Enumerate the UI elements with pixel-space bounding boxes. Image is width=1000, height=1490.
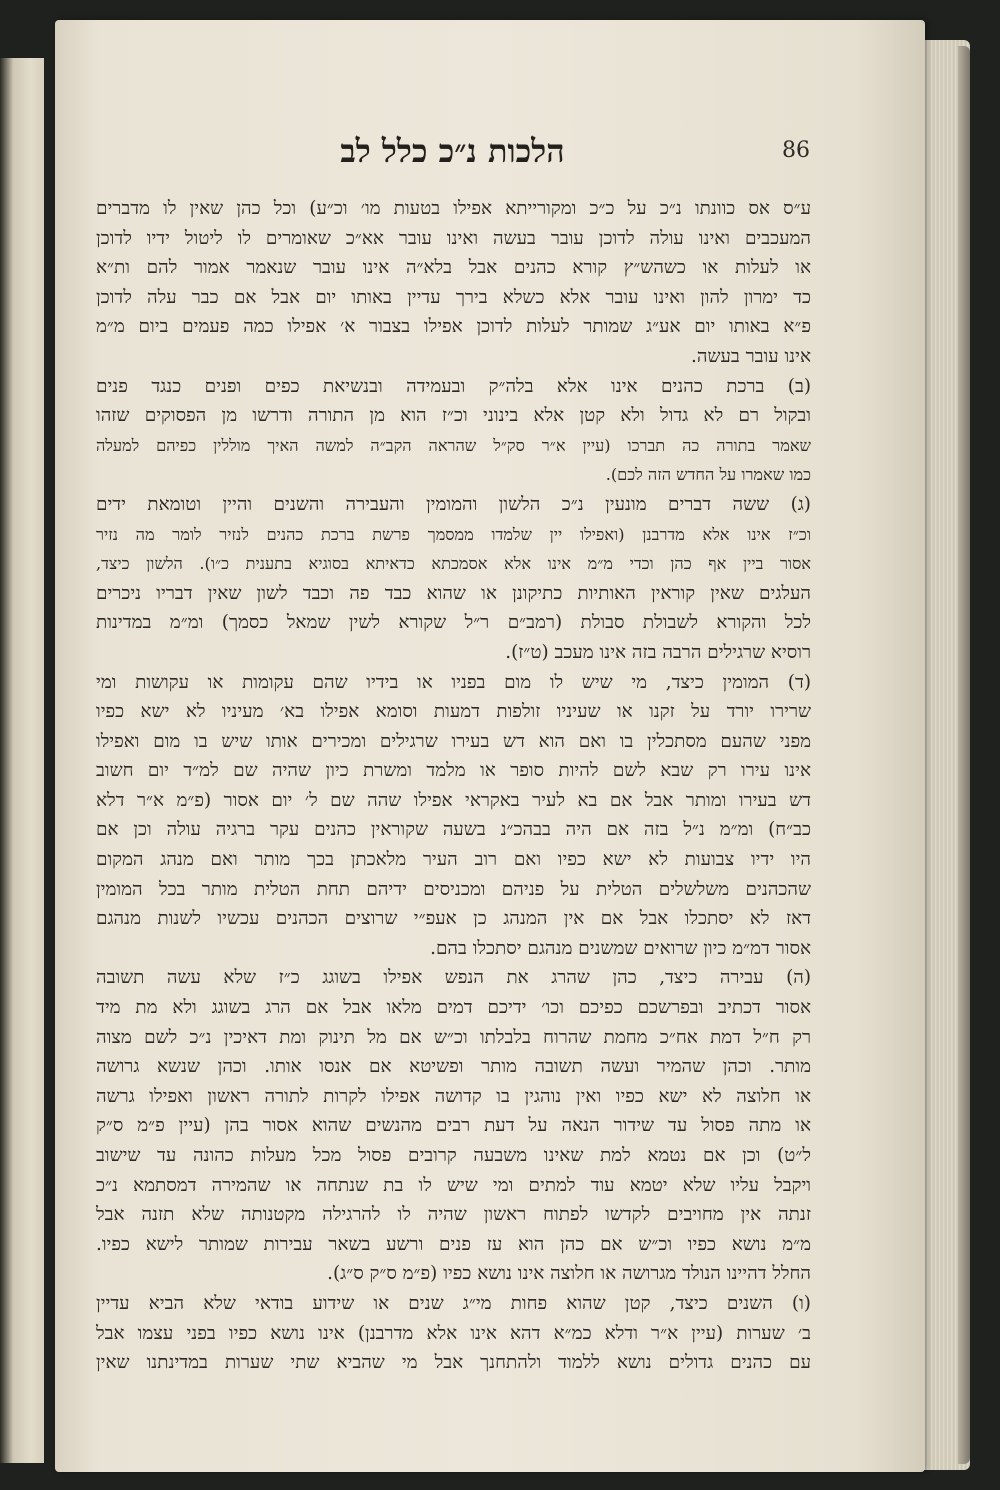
text-line: או מתה פסול עד שידור הנאה על דעת רבים מהנשים שהוא אסור בהן (עיין פ״מ ס״ק	[96, 1115, 811, 1137]
text-line: דאז לא יסתכלו אבל אם אין המנהג כן אעפ״י שרוצים הכהנים עכשיו לשנות מנהגם	[96, 908, 811, 930]
text-line: העלגים שאין קוראין האותיות כתיקונן או שהוא כבד פה וכבד לשון שאין דבריו ניכרים	[96, 582, 811, 604]
running-title: הלכות נ״כ כלל לב	[340, 132, 565, 170]
text-line: ע״ס אס כוונתו נ״כ על כ״כ ומקורייתא אפילו בטעות מו׳ וכ״ע) וכל כהן שאין לו מדברים	[96, 198, 811, 219]
text-line: אינו עובר בעשה.	[691, 345, 811, 367]
text-line: המעכבים ואינו עולה לדוכן עובר בעשה ואינו עובר אא״כ שאומרים לו ליטול ידיו לדוכן	[96, 227, 811, 249]
text-line: ויקבל עליו שלא יטמא עוד למתים ומי שיש לו בת שנתחה או שהמירה דמסתמא נ״כ	[96, 1174, 811, 1196]
text-line: דש בעירו ומותר אבל אם בא לעיר באקראי אפילו שהה שם ל׳ יום אסור (פ״מ א״ר דלא	[96, 789, 811, 811]
text-line: ובקול רם לא גדול ולא קטן אלא בינוני וכ״ז הוא מן התורה ודרשו מן הפסוקים שזהו	[96, 405, 811, 427]
text-line: (ב) ברכת כהנים אינו אלא בלה״ק ובעמידה ובנשיאת כפים ופנים כנגד פנים	[96, 375, 811, 397]
text-line: רוסיא שרגילים הרבה בזה אינו מעכב (ט״ז).	[505, 641, 811, 663]
text-line: כד ימרון להון ואינו עובר אלא כשלא בירך עדיין באותו יום אבל אם כבר עלה לדוכן	[96, 286, 811, 308]
text-line: או לעלות או כשהש״ץ קורא כהנים אבל בלא״ה אינו עובר שנאמר אמור להם ות״א	[96, 257, 811, 279]
text-line: שרירו יורד על זקנו או שעיניו זולפות דמעות וסומא אפילו בא׳ מעיניו לא ישא כפיו	[96, 701, 811, 723]
text-line: (ג) ששה דברים מונעין נ״כ הלשון והמומין והעבירה והשנים והיין וטומאת ידים	[96, 493, 811, 515]
text-line: שהכהנים משלשלים הטלית על פניהם ומכניסים ידיהם תחת הטלית מותר בכל המומין	[96, 878, 811, 900]
text-line: כב״ח) ומ״מ נ״ל בזה אם היה בבהכ״נ בשעה שקוראין כהנים עקר ברגיה עולה וכן אם	[96, 819, 811, 841]
book-cover-edge	[958, 46, 970, 1464]
text-line: מפני שהעם מסתכלין בו ואם הוא דש בעירו שרגילים ומכירים אותו שיש בו מום ואפילו	[96, 730, 811, 752]
text-line: פ״א באותו יום אע״ג שמותר לעלות לדוכן אפילו בצבור א׳ אפילו כמה פעמים ביום מ״מ	[96, 316, 811, 338]
page-number: 86	[782, 138, 810, 163]
text-line: רק ח״ל דמת אח״כ מחמת שהרוח בלבלתו וכ״ש אם מל תינוק ומת דאיכין נ״כ לשם מצוה	[96, 1026, 811, 1048]
text-line: אסור ביין אף כהן וכדי מ״מ אינו אלא אסמכתא כדאיתא בסוגיא בתענית כ״ו). הלשון כיצד,	[96, 554, 811, 574]
text-line: שאמר בתורה כה תברכו (עיין א״ר סק״ל שהראה הקב״ה למשה האיך מוללין כפיהם למעלה	[96, 435, 811, 455]
adjacent-page-edge	[0, 58, 44, 1463]
text-line: כמו שאמרו על החדש הזה לכם).	[605, 465, 811, 485]
text-line: ל״ט) וכן אם נטמא למת שאינו משבעה קרובים פסול מכל מעלות כהונה עד שישוב	[96, 1145, 811, 1166]
text-line: אסור דכתיב ובפרשכם כפיכם וכו׳ ידיכם דמים מלאו אבל אם הרג בשוגג ולא מת מיד	[96, 997, 811, 1019]
text-line: (ד) המומין כיצד, מי שיש לו מום בפניו או בידיו שהם עקומות או עקושות ומי	[96, 671, 811, 693]
text-line: לכל והקורא לשבולת סבולת (רמב״ם ר״ל שקורא לשין שמאל כסמך) ומ״מ במדינות	[96, 612, 811, 634]
text-line: עם כהנים גדולים נושא ללמוד ולהתחנך אבל מי שהביא שתי שערות במדינתנו שאין	[96, 1352, 811, 1374]
body-text	[96, 194, 811, 1384]
text-line: מ״מ נושא כפיו וכ״ש אם כהן הוא עז פנים ורשע בשאר עבירות שמותר לישא כפיו.	[96, 1233, 811, 1255]
text-line: זנתה אין מחויבים לקדשו לפתוח ראשון שהיה לו להרגילה מקטנותה שלא תזנה אבל	[96, 1204, 811, 1226]
page-header	[95, 132, 810, 180]
text-line: וכ״ז אינו אלא מדרבנן (ואפילו יין שלמדו ממסמך פרשת ברכת כהנים לנזיר לומר מה נזיר	[96, 524, 811, 544]
text-line: ב׳ שערות (עיין א״ר ודלא כמ״א דהא אינו אלא מדרבנן) אינו נושא כפיו בפני עצמו אבל	[96, 1322, 811, 1344]
text-line: אינו עירו רק שבא לשם להיות סופר או מלמד ומשרת כיון שהיה שם למ״ד יום חשוב	[96, 760, 811, 782]
text-line: (ה) עבירה כיצד, כהן שהרג את הנפש אפילו בשוגג כ״ז שלא עשה תשובה	[96, 967, 811, 989]
text-line: החלל דהיינו הנולד מגרושה או חלוצה אינו נושא כפיו (פ״מ ס״ק ס״ג).	[327, 1263, 811, 1285]
text-line: אסור דמ״מ כיון שרואים שמשנים מנהגם יסתכלו בהם.	[430, 937, 811, 959]
text-line: היו ידיו צבועות לא ישא כפיו ואם רוב העיר מלאכתן בכך מותר ואם מנהג המקום	[96, 849, 811, 871]
text-line: (ו) השנים כיצד, קטן שהוא פחות מי״ג שנים או שידוע בודאי שלא הביא עדיין	[96, 1292, 811, 1314]
text-line: או חלוצה לא ישא כפיו ואין נוהגין בו קדושה אפילו לקרות לתורה ראשון ואפילו גרשה	[96, 1085, 811, 1107]
text-line: מותר. וכהן שהמיר ועשה תשובה מותר ופשיטא אם אנסו אותו. וכהן שנשא גרושה	[96, 1056, 811, 1078]
